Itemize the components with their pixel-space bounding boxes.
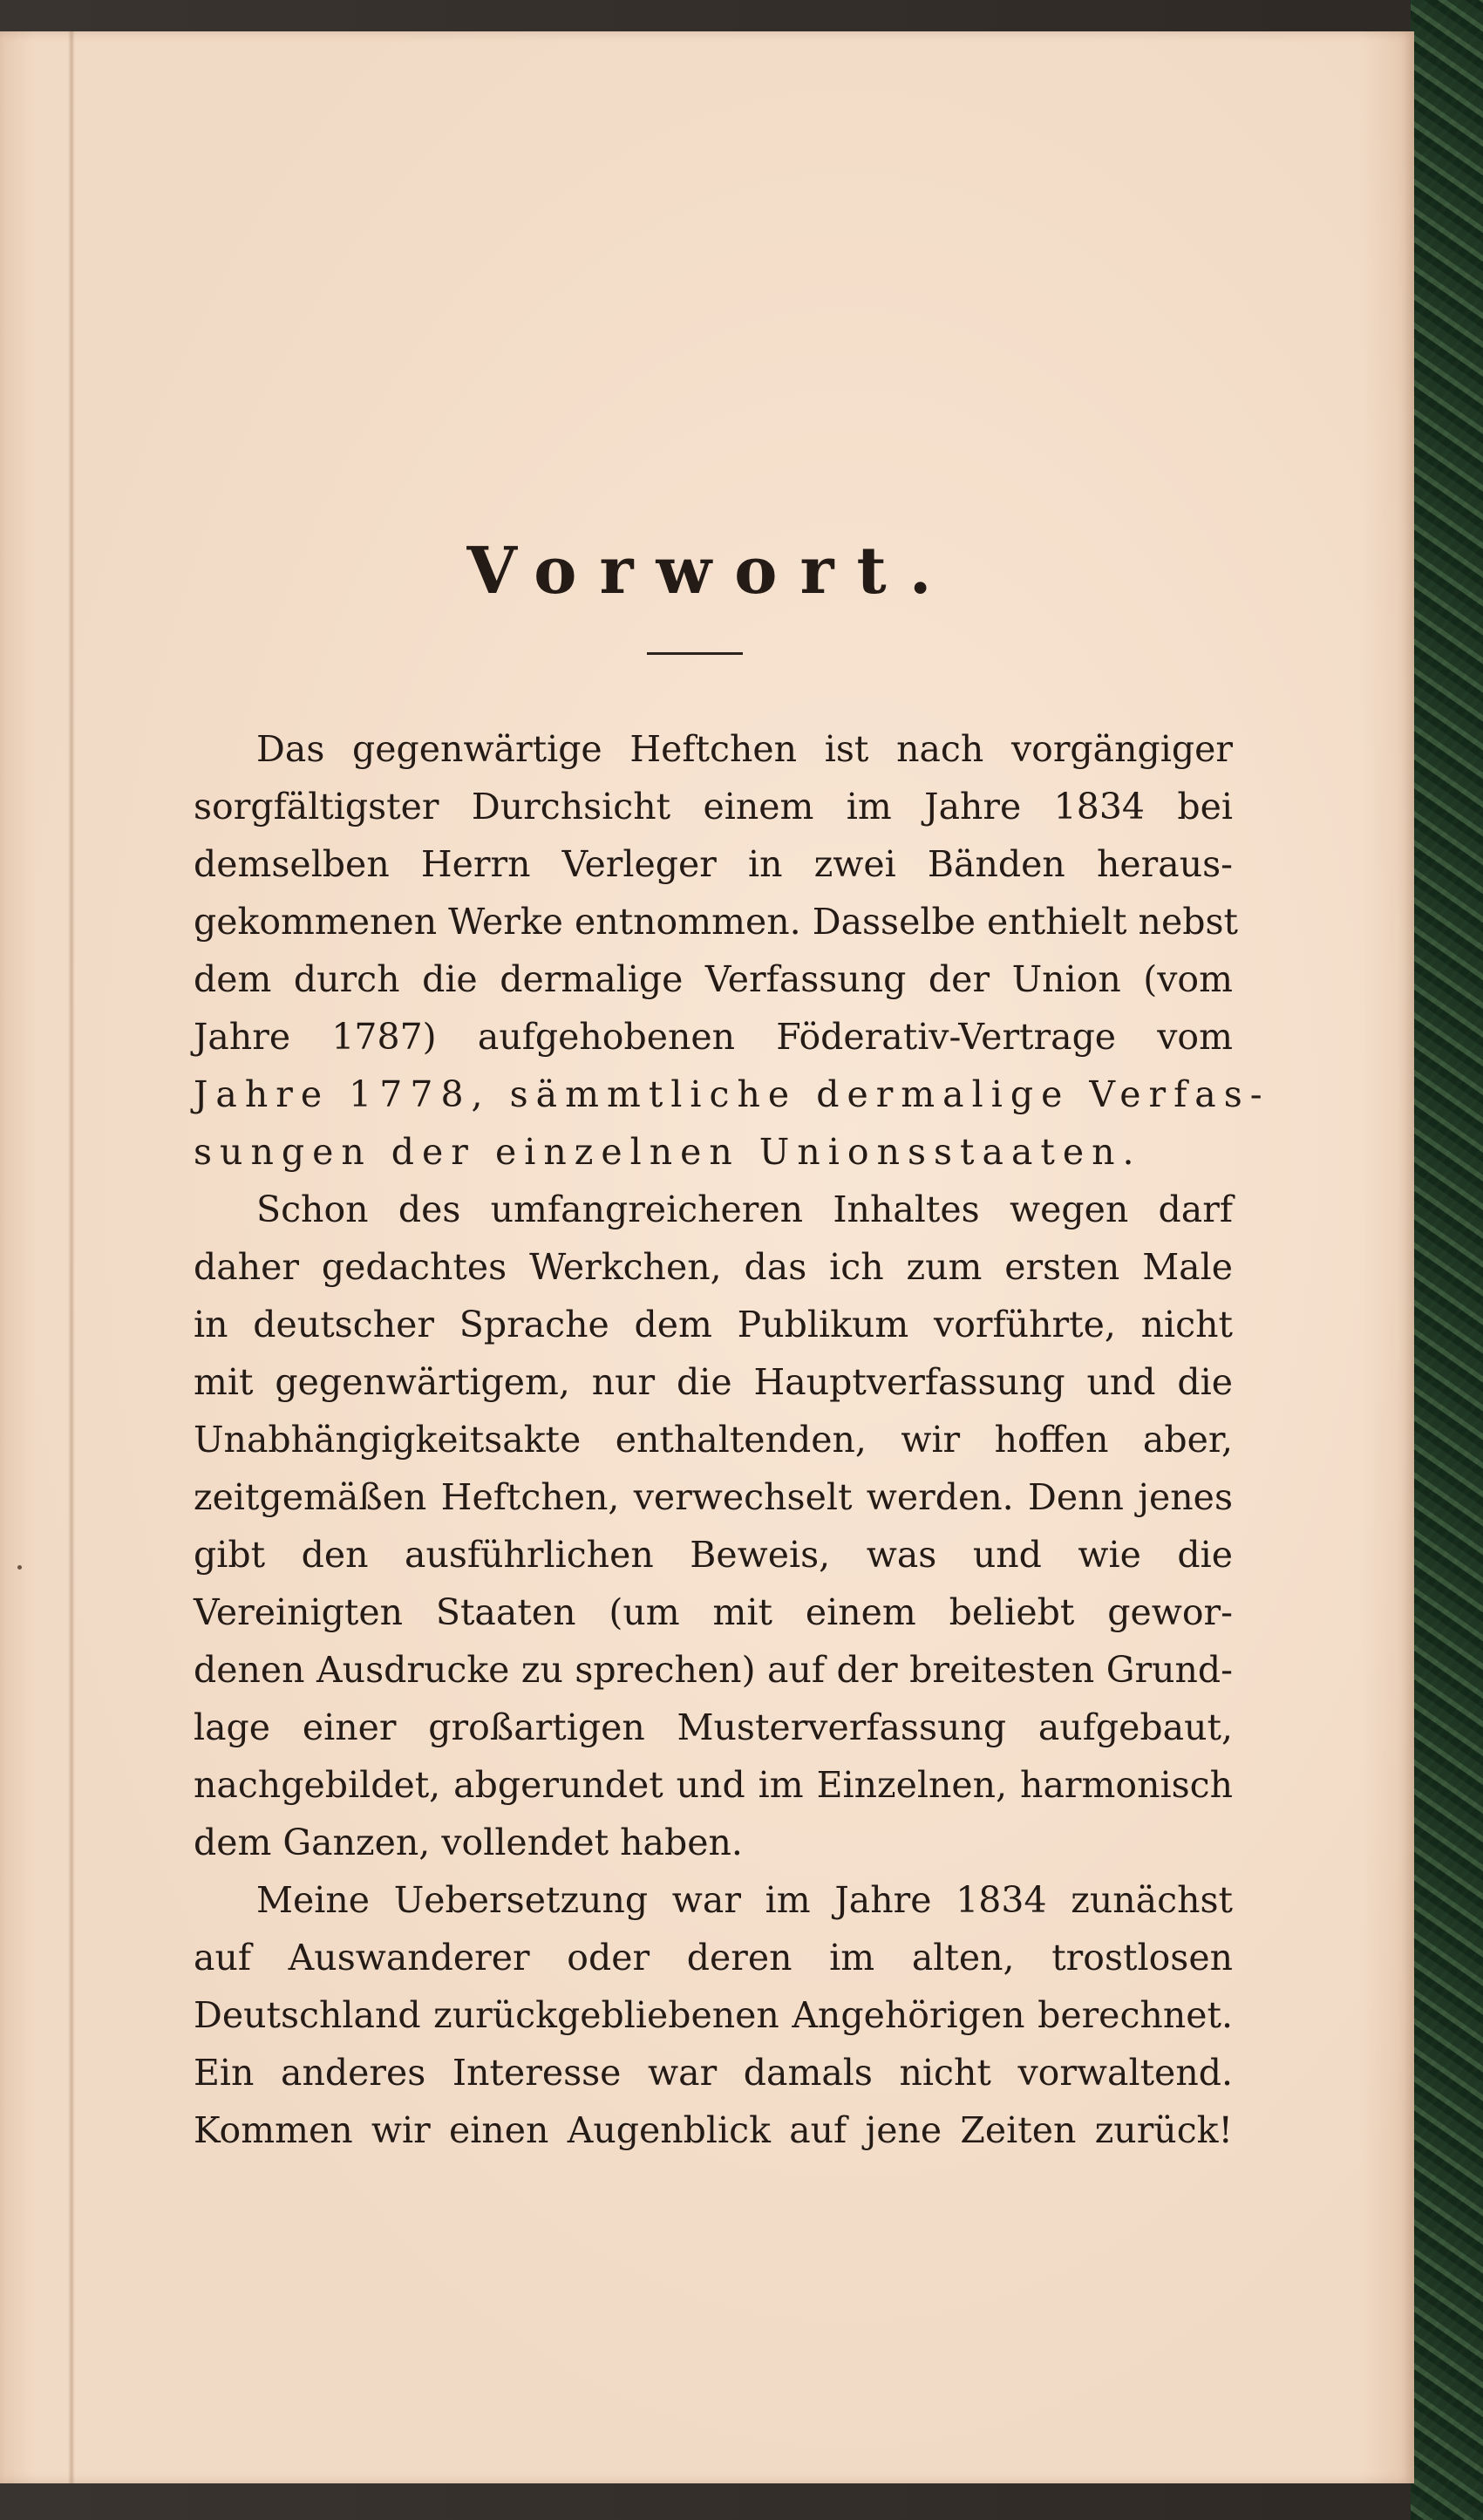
text-line: gekommenen Werke entnommen. Dasselbe enthielt nebst xyxy=(194,901,1238,943)
text-line: dem durch die dermalige Verfassung der Union (vom xyxy=(194,958,1233,1000)
text-line: in deutscher Sprache dem Publikum vorführte, nicht xyxy=(194,1304,1233,1345)
text-line: Ein anderes Interesse war damals nicht vorwaltend. xyxy=(194,2052,1233,2094)
text-line: zeitgemäßen Heftchen, verwechselt werden. Denn jenes xyxy=(194,1476,1233,1518)
text-line: Meine Uebersetzung war im Jahre 1834 zunächst xyxy=(256,1879,1233,1921)
ink-speck xyxy=(17,1565,22,1570)
text-line: Deutschland zurückgebliebenen Angehörigen berechnet. xyxy=(194,1994,1233,2036)
text-line: nachgebildet, abgerundet und im Einzelnen, harmonisch xyxy=(194,1764,1233,1806)
text-line: Jahre 1787) aufgehobenen Föderativ-Vertrage vom xyxy=(194,1016,1233,1058)
text-line: auf Auswanderer oder deren im alten, trostlosen xyxy=(194,1937,1233,1979)
text-line: Kommen wir einen Augenblick auf jene Zeiten zurück! xyxy=(194,2109,1233,2151)
preface-text xyxy=(194,720,1270,2159)
text-line: denen Ausdrucke zu sprechen) auf der breitesten Grund- xyxy=(194,1649,1233,1691)
text-line: Unabhängigkeitsakte enthaltenden, wir hoffen aber, xyxy=(194,1419,1233,1461)
text-line: sorgfältigster Durchsicht einem im Jahre 1834 bei xyxy=(194,786,1233,828)
text-line: sungen der einzelnen Unionsstaaten. xyxy=(194,1131,1142,1173)
text-line: demselben Herrn Verleger in zwei Bänden heraus- xyxy=(194,843,1233,885)
text-line: Vereinigten Staaten (um mit einem beliebt gewor- xyxy=(194,1591,1233,1633)
text-line: gibt den ausführlichen Beweis, was und wie die xyxy=(194,1534,1233,1576)
text-line: Das gegenwärtige Heftchen ist nach vorgängiger xyxy=(256,728,1233,770)
title-divider xyxy=(647,652,743,655)
text-line: lage einer großartigen Musterverfassung aufgebaut, xyxy=(194,1706,1233,1748)
text-line: Jahre 1778, sämmtliche dermalige Verfas- xyxy=(194,1073,1270,1115)
book-cover-edge xyxy=(1411,0,1483,2520)
text-line: daher gedachtes Werkchen, das ich zum ersten Male xyxy=(194,1246,1233,1288)
page-title: Vorwort. xyxy=(466,534,955,609)
page-gutter xyxy=(68,31,75,2483)
text-line: mit gegenwärtigem, nur die Hauptverfassung und die xyxy=(194,1361,1233,1403)
text-line: dem Ganzen, vollendet haben. xyxy=(194,1822,743,1863)
text-line: Schon des umfangreicheren Inhaltes wegen darf xyxy=(256,1188,1233,1230)
